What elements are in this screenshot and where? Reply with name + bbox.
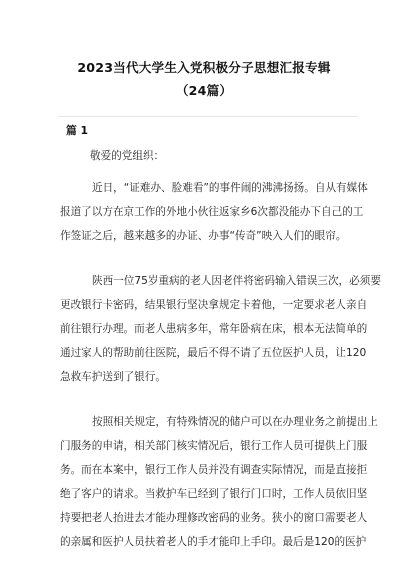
- paragraph-2-line-2: 更改银行卡密码，结果银行坚决拿规定卡着他，一定要求老人亲自: [60, 299, 368, 311]
- paragraph-2-line-3: 前往银行办理。而老人患病多年，常年卧病在床，根本无法简单的: [60, 323, 368, 335]
- paragraph-3-line-6: 的亲属和医护人员扶着老人的手才能印上手印。最后是120的医护: [60, 536, 367, 548]
- paragraph-2-line-5: 急救车护送到了银行。: [60, 371, 166, 383]
- document-title: 2023当代大学生入党积极分子思想汇报专辑: [77, 60, 331, 75]
- paragraph-3-line-5: 持要把老人抬进去才能办理修改密码的业务。狭小的窗口需要老人: [60, 512, 368, 524]
- section-heading: 篇 1: [66, 124, 89, 137]
- header-divider: [58, 116, 358, 117]
- paragraph-1-line-2: 报道了以方在京工作的外地小伙往返家乡6次都没能办下自己的工: [60, 206, 364, 218]
- paragraph-3-line-2: 门服务的申请，相关部门核实情况后，银行工作人员可提供上门服: [60, 440, 368, 452]
- paragraph-3-line-1: 按照相关规定，有特殊情况的储户可以在办理业务之前提出上: [92, 416, 379, 428]
- paragraph-2-line-1: 陕西一位75岁重病的老人因老伴将密码输入错误三次，必须要: [92, 275, 381, 287]
- paragraph-1-line-3: 作签证之后，越来越多的办证、办事“传奇”映入人们的眼帘。: [60, 230, 347, 242]
- paragraph-2-line-4: 通过家人的帮助前往医院，最后不得不请了五位医护人员，让120: [60, 347, 367, 359]
- salutation: 敬爱的党组织：: [90, 150, 165, 162]
- paragraph-3-line-4: 绝了客户的请求。当救护车已经到了银行门口时，工作人员依旧坚: [60, 488, 368, 500]
- paragraph-3-line-3: 务。而在本案中，银行工作人员并没有调查实际情况，而是直接拒: [60, 464, 368, 476]
- paragraph-1-line-1: 近日，“证难办、脸难看”的事件闹的沸沸扬扬。自从有媒体: [92, 182, 368, 194]
- document-subtitle: （24篇）: [175, 83, 233, 98]
